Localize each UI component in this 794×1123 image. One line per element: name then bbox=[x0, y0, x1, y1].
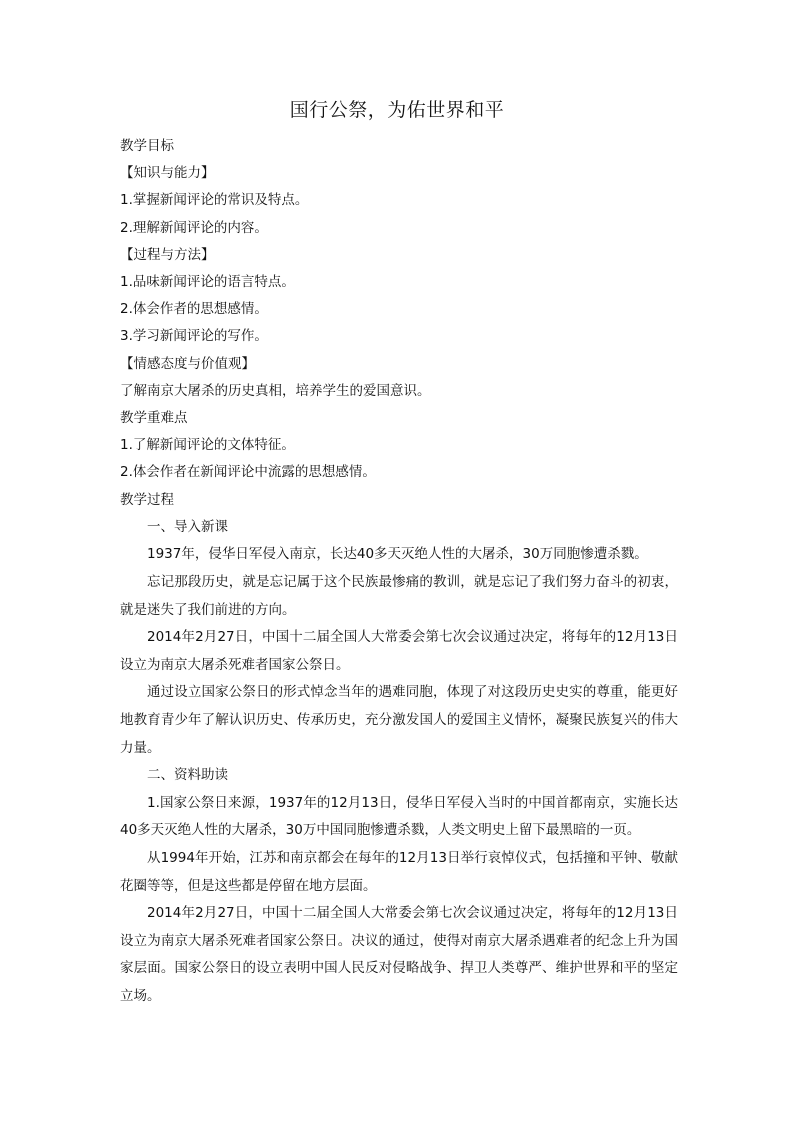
heading-teaching-process: 教学过程 bbox=[120, 491, 174, 508]
subheading-process-method: 【过程与方法】 bbox=[120, 246, 215, 263]
section-heading-intro: 一、导入新课 bbox=[147, 518, 228, 535]
document-body bbox=[120, 133, 678, 1011]
list-item: 了解南京大屠杀的历史真相，培养学生的爱国意识。 bbox=[120, 382, 431, 399]
list-item: 3.学习新闻评论的写作。 bbox=[120, 328, 268, 345]
paragraph: 2014年2月27日，中国十二届全国人大常委会第七次会议通过决定，将每年的12月13日设立为南京大屠杀死难者国家公祭日。 bbox=[120, 629, 678, 673]
section-heading-materials: 二、资料助读 bbox=[147, 767, 228, 784]
paragraph: 通过设立国家公祭日的形式悼念当年的遇难同胞，体现了对这段历史史实的尊重，能更好地教育青少年了解认识历史、传承历史，充分激发国人的爱国主义情怀，凝聚民族复兴的伟大力量。 bbox=[120, 684, 678, 756]
paragraph: 1937年，侵华日军侵入南京，长达40多天灭绝人性的大屠杀，30万同胞惨遭杀戮。 bbox=[147, 546, 648, 563]
paragraph: 忘记那段历史，就是忘记属于这个民族最惨痛的教训，就是忘记了我们努力奋斗的初衷，就是迷失了我们前进的方向。 bbox=[120, 574, 678, 618]
list-item: 2.体会作者在新闻评论中流露的思想感情。 bbox=[120, 464, 376, 481]
paragraph: 2014年2月27日，中国十二届全国人大常委会第七次会议通过决定，将每年的12月13日设立为南京大屠杀死难者国家公祭日。决议的通过，使得对南京大屠杀遇难者的纪念上升为国家层面。国家公祭日的设立表明中国人民反对侵略战争、捍卫人类尊严、维护世界和平的坚定立场。 bbox=[120, 905, 678, 1004]
list-item: 2.体会作者的思想感情。 bbox=[120, 301, 268, 318]
heading-key-difficulties: 教学重难点 bbox=[120, 410, 188, 427]
list-item: 1.了解新闻评论的文体特征。 bbox=[120, 437, 295, 454]
subheading-knowledge-ability: 【知识与能力】 bbox=[120, 165, 215, 182]
list-item: 1.品味新闻评论的语言特点。 bbox=[120, 274, 295, 291]
document-title: 国行公祭，为佑世界和平 bbox=[289, 99, 505, 121]
heading-teaching-goals: 教学目标 bbox=[120, 138, 174, 154]
list-item: 1.掌握新闻评论的常识及特点。 bbox=[120, 192, 309, 209]
paragraph: 1.国家公祭日来源，1937年的12月13日，侵华日军侵入当时的中国首都南京，实施长达40多天灭绝人性的大屠杀，30万中国同胞惨遭杀戮，人类文明史上留下最黑暗的一页。 bbox=[120, 794, 678, 839]
subheading-emotion-values: 【情感态度与价值观】 bbox=[120, 355, 255, 372]
list-item: 2.理解新闻评论的内容。 bbox=[120, 219, 268, 236]
paragraph: 从1994年开始，江苏和南京都会在每年的12月13日举行哀悼仪式，包括撞和平钟、敬献花圈等等，但是这些都是停留在地方层面。 bbox=[120, 849, 678, 894]
